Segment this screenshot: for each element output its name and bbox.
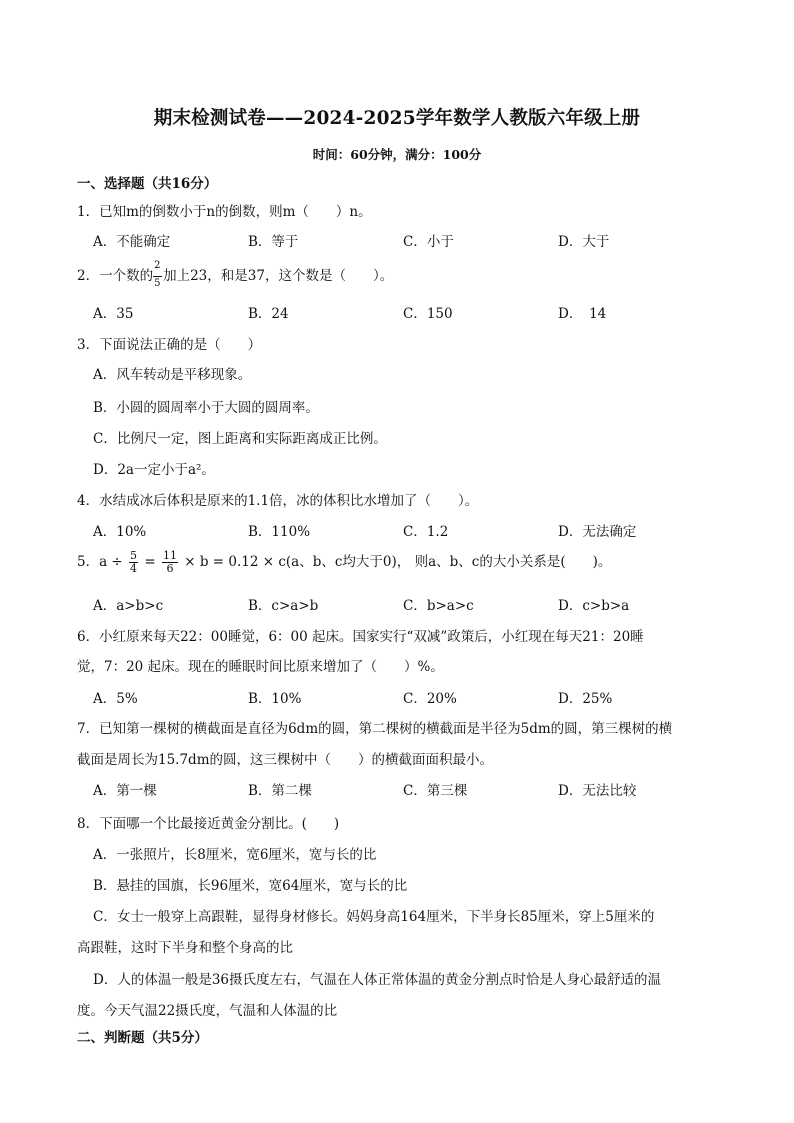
question-1-option-a: A．不能确定 — [93, 234, 171, 250]
question-7-option-d: D．无法比较 — [558, 783, 637, 799]
fraction-five-fourths — [129, 550, 138, 575]
question-4-option-a: A．10% — [93, 524, 147, 540]
question-7-stem-line-1: 7．已知第一棵树的横截面是直径为6dm的圆，第二棵树的横截面是半径为5dm的圆，第三棵树的横 — [77, 721, 673, 737]
question-1-option-d: D．大于 — [558, 234, 610, 250]
question-7-option-c: C．第三棵 — [403, 783, 468, 799]
question-5-option-b: B．c>a>b — [248, 598, 319, 614]
question-8-option-c-line-1: C．女士一般穿上高跟鞋，显得身材修长。妈妈身高164厘米，下半身长85厘米，穿上5厘米的 — [93, 909, 655, 925]
question-8-option-b: B．悬挂的国旗，长96厘米，宽64厘米，宽与长的比 — [93, 878, 408, 894]
question-8-option-d-line-2: 度。今天气温22摄氏度，气温和人体温的比 — [77, 1003, 338, 1019]
question-4-stem: 4．水结成冰后体积是原来的1.1倍，冰的体积比水增加了（ ）。 — [77, 493, 479, 509]
question-3-option-b: B．小圆的圆周率小于大圆的圆周率。 — [93, 400, 319, 416]
section-heading-true-false: 二、判断题（共5分） — [77, 1030, 208, 1046]
question-2-option-d: D． 14 — [558, 306, 607, 322]
question-6-option-d: D．25% — [558, 691, 613, 707]
question-5-stem — [77, 550, 611, 575]
question-2-stem-part-b: 加上23，和是37，这个数是（ ）。 — [163, 268, 394, 284]
fraction-eleven-sixths — [162, 550, 178, 575]
question-2-option-b: B．24 — [248, 306, 289, 322]
question-5-option-a: A．a>b>c — [93, 598, 164, 614]
equals-sign: = — [144, 554, 156, 570]
question-2-option-c: C．150 — [403, 306, 453, 322]
fraction-denominator: 6 — [166, 562, 174, 575]
question-1-stem: 1．已知m的倒数小于n的倒数，则m（ ）n。 — [77, 204, 372, 220]
page-title: 期末检测试卷——2024-2025学年数学人教版六年级上册 — [153, 108, 641, 129]
question-3-option-a: A．风车转动是平移现象。 — [93, 367, 252, 383]
fraction-two-fifths — [153, 259, 163, 289]
exam-time-score: 时间：60分钟，满分：100分 — [312, 147, 482, 162]
fraction-numerator: 5 — [130, 549, 138, 562]
fraction-numerator: 2 — [154, 259, 161, 271]
question-4-option-b: B．110% — [248, 524, 311, 540]
fraction-denominator: 4 — [130, 562, 138, 575]
question-7-option-b: B．第二棵 — [248, 783, 312, 799]
question-3-option-d: D．2a一定小于a²。 — [93, 462, 215, 478]
question-3-stem: 3．下面说法正确的是（ ） — [77, 337, 262, 353]
question-5-option-c: C．b>a>c — [403, 598, 474, 614]
question-2-stem — [77, 259, 394, 289]
fraction-denominator: 5 — [154, 277, 161, 289]
question-8-option-c-line-2: 高跟鞋，这时下半身和整个身高的比 — [77, 940, 293, 956]
question-5-option-d: D．c>b>a — [558, 598, 630, 614]
question-2-option-a: A．35 — [93, 306, 134, 322]
fraction-numerator: 11 — [162, 549, 177, 562]
question-5-stem-part-b: × b = 0.12 × c(a、b、c均大于0)， 则a、b、c的大小关系是( )。 — [184, 554, 612, 570]
question-4-option-d: D．无法确定 — [558, 524, 637, 540]
question-5-stem-part-a: 5．a ÷ — [77, 554, 123, 570]
question-6-option-b: B．10% — [248, 691, 302, 707]
question-8-option-d-line-1: D．人的体温一般是36摄氏度左右，气温在人体正常体温的黄金分割点时恰是人身心最舒适的温 — [93, 972, 662, 988]
question-7-stem-line-2: 截面是周长为15.7dm的圆，这三棵树中（ ）的横截面面积最小。 — [77, 752, 494, 768]
question-1-option-c: C．小于 — [403, 234, 454, 250]
question-7-option-a: A．第一棵 — [93, 783, 157, 799]
question-8-stem: 8．下面哪一个比最接近黄金分割比。( ) — [77, 816, 340, 832]
question-1-option-b: B．等于 — [248, 234, 299, 250]
question-6-stem-line-2: 觉，7：20 起床。现在的睡眠时间比原来增加了（ ）%。 — [77, 659, 444, 675]
section-heading-choice: 一、选择题（共16分） — [77, 176, 218, 192]
question-6-stem-line-1: 6．小红原来每天22：00睡觉，6：00 起床。国家实行“双减”政策后，小红现在每天21：20睡 — [77, 629, 644, 645]
question-3-option-c: C．比例尺一定，图上距离和实际距离成正比例。 — [93, 431, 387, 447]
question-2-stem-part-a: 2．一个数的 — [77, 268, 154, 284]
question-4-option-c: C．1.2 — [403, 524, 449, 540]
question-8-option-a: A．一张照片，长8厘米，宽6厘米，宽与长的比 — [93, 847, 377, 863]
question-6-option-a: A．5% — [93, 691, 138, 707]
question-6-option-c: C．20% — [403, 691, 457, 707]
